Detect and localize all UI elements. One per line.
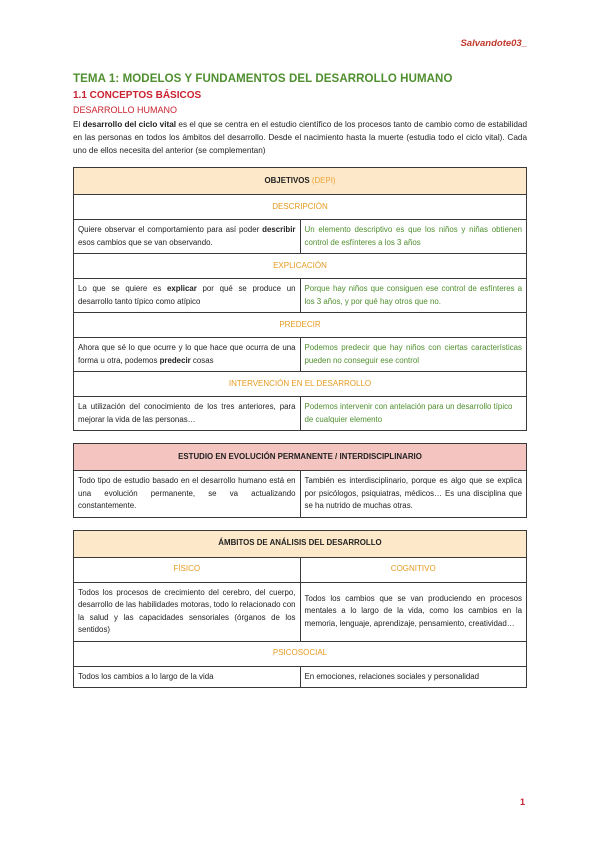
objetivo-explicacion-example: Porque hay niños que consiguen ese control de esfínteres a los 3 años, y por qué hay otros que no. [300, 279, 527, 313]
intro-bold-term: desarrollo del ciclo vital [82, 120, 177, 129]
ambito-label-cognitivo: COGNITIVO [300, 557, 527, 582]
page-content [73, 73, 527, 700]
objetivo-explicacion-text: Lo que se quiere es explicar por qué se produce un desarrollo tanto típico como atípico [74, 279, 301, 313]
tema-heading: TEMA 1: MODELOS Y FUNDAMENTOS DEL DESARROLLO HUMANO [73, 73, 453, 85]
subsection-heading: DESARROLLO HUMANO [73, 105, 178, 115]
objetivo-predecir-text: Ahora que sé lo que ocurre y lo que hace que ocurra de una forma u otra, podemos predecir cosas [74, 338, 301, 372]
objetivo-label-descripcion: DESCRIPCIÓN [74, 195, 527, 220]
page-number: 1 [519, 797, 525, 807]
objetivo-label-predecir: PREDECIR [74, 313, 527, 338]
ambito-psicosocial-left: Todos los cambios a lo largo de la vida [74, 666, 301, 688]
objetivo-predecir-example: Podemos predecir que hay niños con ciertas características pueden no conseguir ese control [300, 338, 527, 372]
ambito-cognitivo-text: Todos los cambios que se van produciendo en procesos mentales a lo largo de la vida, como los cambios en la memoria, lenguaje, aprendizaje, pensamiento, creatividad… [300, 582, 527, 641]
evolucion-title: ESTUDIO EN EVOLUCIÓN PERMANENTE / INTERDISCIPLINARIO [74, 444, 527, 471]
objetivo-label-intervencion: INTERVENCIÓN EN EL DESARROLLO [74, 372, 527, 397]
objetivos-title: OBJETIVOS (DEPI) [74, 168, 527, 195]
objetivos-title-accent: (DEPI) [311, 175, 336, 185]
evolucion-table [73, 443, 527, 518]
ambito-label-psicosocial: PSICOSOCIAL [74, 641, 527, 666]
author-watermark: Salvandote03_ [460, 38, 527, 49]
evolucion-right-text: También es interdisciplinario, porque es algo que se explica por psicólogos, psiquiatras, médicos… Es una disciplina que se ha nutrido de muchas otras. [300, 471, 527, 518]
ambitos-table [73, 530, 527, 689]
ambito-fisico-text: Todos los procesos de crecimiento del cerebro, del cuerpo, desarrollo de las habilidades motoras, todo lo relacionado con la salud y las capacidades sensoriales (órganos de los sentidos) [74, 582, 301, 641]
objetivo-intervencion-text: La utilización del conocimiento de los tres anteriores, para mejorar la vida de las personas… [74, 397, 301, 431]
intro-paragraph: El desarrollo del ciclo vital es el que se centra en el estudio científico de los procesos tanto de cambio como de estabilidad en las personas en todos los ámbitos del desarrollo. Desde el nacimiento hasta la muerte (estudia todo el ciclo vital). Cada uno de ellos necesita del anterior (se complementan) [73, 120, 528, 155]
objetivos-table [73, 167, 527, 431]
objetivo-intervencion-example: Podemos intervenir con antelación para un desarrollo típico de cualquier elemento [300, 397, 527, 431]
objetivo-label-explicacion: EXPLICACIÓN [74, 254, 527, 279]
objetivo-descripcion-example: Un elemento descriptivo es que los niños y niñas obtienen control de esfínteres a los 3 años [300, 220, 527, 254]
evolucion-left-text: Todo tipo de estudio basado en el desarrollo humano está en una evolución permanente, se va actualizando constantemente. [74, 471, 301, 518]
objetivo-descripcion-text: Quiere observar el comportamiento para así poder describir esos cambios que se van observando. [74, 220, 301, 254]
section-heading: 1.1 CONCEPTOS BÁSICOS [73, 90, 202, 101]
ambito-psicosocial-right: En emociones, relaciones sociales y personalidad [300, 666, 527, 688]
ambito-label-fisico: FÍSICO [74, 557, 301, 582]
ambitos-title: ÁMBITOS DE ANÁLISIS DEL DESARROLLO [74, 530, 527, 557]
